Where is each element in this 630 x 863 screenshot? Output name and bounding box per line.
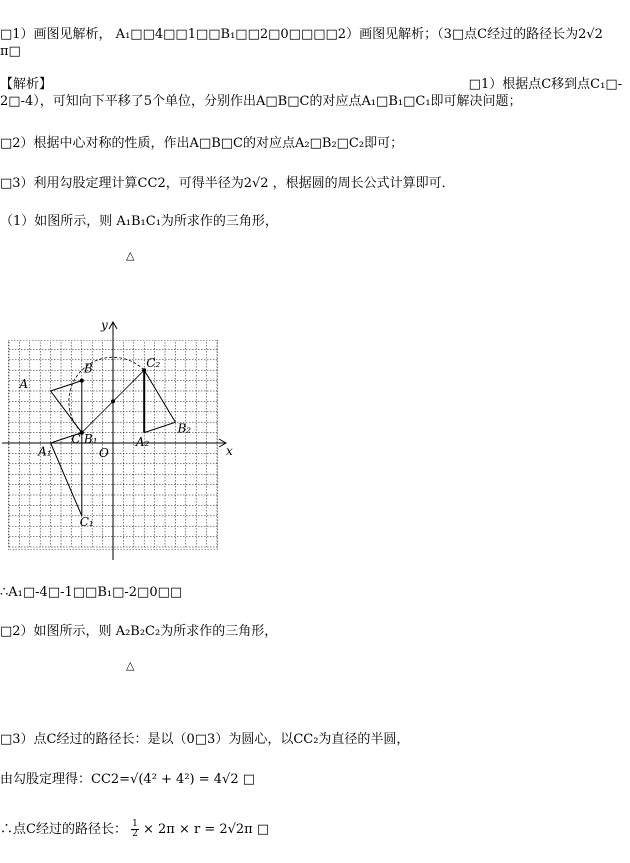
- solution-step-3: □3）点C经过的路径长：是以（0□3）为圆心，以CC₂为直径的半圆，: [0, 732, 410, 747]
- fraction-numerator: 1: [132, 819, 138, 829]
- label-A: A: [19, 376, 29, 391]
- point-dot: [80, 379, 84, 383]
- y-axis-label: y: [101, 318, 108, 332]
- label-A2: A₂: [135, 435, 150, 450]
- label-A1: A₁: [38, 444, 52, 459]
- fraction-denominator: 2: [132, 829, 138, 839]
- origin-label: O: [99, 446, 109, 460]
- axes: [2, 322, 226, 560]
- path-length-expression: × 2π × r = 2√2π □: [142, 822, 270, 837]
- pythagoras-prefix: 由勾股定理得：CC2=: [0, 772, 131, 787]
- analysis-p1: 2□-4），可知向下平移了5个单位，分别作出A□B□C的对应点A₁□B₁□C₁即可解决问题；: [0, 94, 522, 109]
- path-length-line: [0, 820, 269, 839]
- analysis-p3: □3）利用勾股定理计算CC2，可得半径为2√2 ，根据圆的周长公式计算即可．: [0, 176, 455, 191]
- answer-line-1: □1）画图见解析， A₁□□4□□1□□B₁□□2□0□□□□2）画图见解析；（3□点C经过的路径长为2√2: [0, 27, 603, 42]
- label-C2: C₂: [146, 356, 161, 371]
- coordinates-result: ∴A₁□-4□-1□□B₁□-2□0□□: [0, 585, 183, 600]
- solution-step-1: （1）如图所示，则 A₁B₁C₁为所求作的三角形，: [0, 214, 278, 229]
- coordinate-figure: [0, 315, 240, 565]
- path-length-prefix: ∴点C经过的路径长：: [0, 822, 127, 837]
- label-B2: B₂: [177, 421, 192, 436]
- pythagoras-expression: √(4² + 4²) = 4√2 □: [130, 772, 256, 787]
- x-axis-label: x: [226, 444, 233, 458]
- label-B: B: [83, 361, 93, 376]
- center-dot: [111, 399, 115, 403]
- analysis-p2: □2）根据中心对称的性质，作出A□B□C的对应点A₂□B₂□C₂即可；: [0, 136, 404, 151]
- triangle-mark-1: △: [126, 249, 135, 262]
- label-C: C: [71, 432, 81, 446]
- triangle-mark-2: △: [126, 659, 135, 672]
- answer-line-2: π□: [0, 44, 21, 59]
- triangle-ABC: [51, 381, 82, 433]
- path-arc: [69, 357, 144, 432]
- analysis-p1-right: □1）根据点C移到点C₁□-: [468, 77, 622, 92]
- analysis-heading: 【解析】: [0, 77, 53, 92]
- label-C1: C₁: [79, 515, 94, 530]
- label-B1: B₁: [83, 432, 98, 446]
- solution-step-2: □2）如图所示，则 A₂B₂C₂为所求作的三角形，: [0, 624, 278, 639]
- fraction-half: [131, 820, 139, 839]
- pythagoras-line: [0, 772, 255, 788]
